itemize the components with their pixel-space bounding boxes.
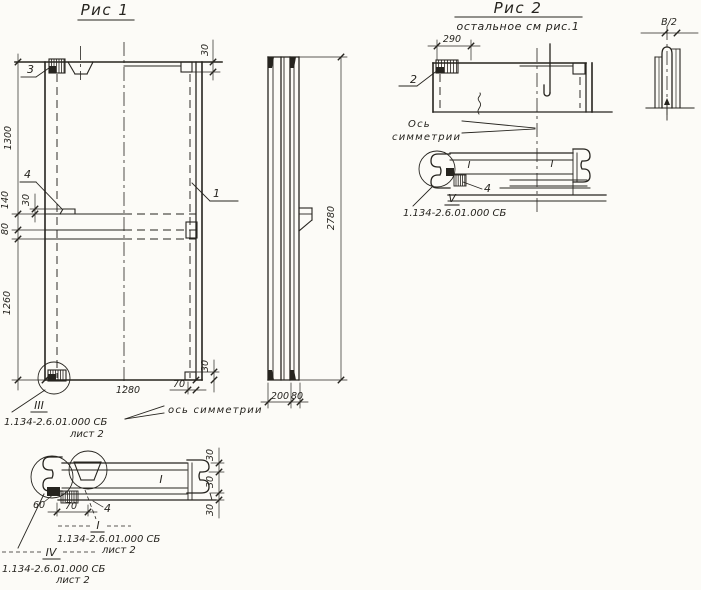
fig2-subtitle: остальное см рис.1	[456, 20, 580, 33]
fig2-label-4: 4	[484, 182, 491, 195]
fig1-title: Рис 1	[80, 1, 130, 19]
dim-1280: 1280	[115, 385, 141, 396]
dim-30-a: 30	[205, 448, 216, 462]
dim-200: 200	[270, 391, 290, 402]
dim-70-section: 70	[64, 501, 78, 512]
fig1-notes	[4, 390, 263, 440]
dim-1260: 1260	[2, 290, 13, 316]
fig1-dimensions	[0, 40, 220, 396]
ref-doc-v: 1.134-2.6.01.000 СБ	[403, 208, 507, 219]
fig2-axis-label-1: Ось	[408, 119, 431, 130]
fig2-title: Рис 2	[493, 0, 543, 17]
break-mark	[478, 93, 481, 114]
section-marker-v: V	[448, 192, 456, 205]
dim-30-plate: 30	[21, 193, 32, 207]
fig1-side-view	[261, 54, 347, 408]
dim-30-c: 30	[205, 503, 216, 517]
fig2-label-i-left: I	[467, 160, 471, 171]
section-marker-i: I	[96, 519, 100, 532]
part-label-1: 1	[213, 187, 220, 200]
loop-detail-view	[641, 17, 698, 120]
dim-140: 140	[0, 190, 11, 210]
fig2-axis-label-2: симметрии	[392, 132, 462, 143]
ref-sheet-iii: лист 2	[70, 429, 104, 440]
fig1-front-view	[15, 1, 238, 394]
dim-70: 70	[172, 379, 186, 390]
dim-80: 80	[0, 222, 11, 236]
dim-b2: В/2	[661, 17, 677, 28]
fig2-label-i-right: I	[550, 159, 554, 170]
dim-290: 290	[442, 34, 462, 45]
ref-doc-iii: 1.134-2.6.01.000 СБ	[4, 417, 108, 428]
dim-60: 60	[33, 500, 46, 511]
axis-of-symmetry-label: ось симметрии	[168, 405, 263, 416]
dim-1300: 1300	[3, 125, 14, 151]
ref-doc-i: 1.134-2.6.01.000 СБ	[57, 534, 161, 545]
embed-plate-mid	[60, 209, 75, 214]
part-label-3: 3	[27, 63, 34, 76]
ref-sheet-i: лист 2	[102, 545, 136, 556]
dim-2780: 2780	[326, 205, 337, 231]
section-label-i: I	[159, 473, 163, 486]
ref-doc-iv: 1.134-2.6.01.000 СБ	[2, 564, 106, 575]
part-label-4: 4	[24, 168, 31, 181]
dim-br-30: 30	[200, 359, 211, 373]
dim-top-30: 30	[200, 43, 211, 57]
section-marker-iv: IV	[45, 546, 57, 559]
fig1-section-view	[2, 448, 224, 586]
section-marker-iii: III	[34, 399, 44, 412]
dim-80-side: 80	[290, 391, 304, 402]
ref-sheet-iv: лист 2	[56, 575, 90, 586]
dim-30-b: 30	[205, 475, 216, 489]
fig2-section-view	[403, 149, 606, 219]
section-label-4: 4	[104, 502, 111, 515]
part-label-2: 2	[410, 73, 417, 86]
